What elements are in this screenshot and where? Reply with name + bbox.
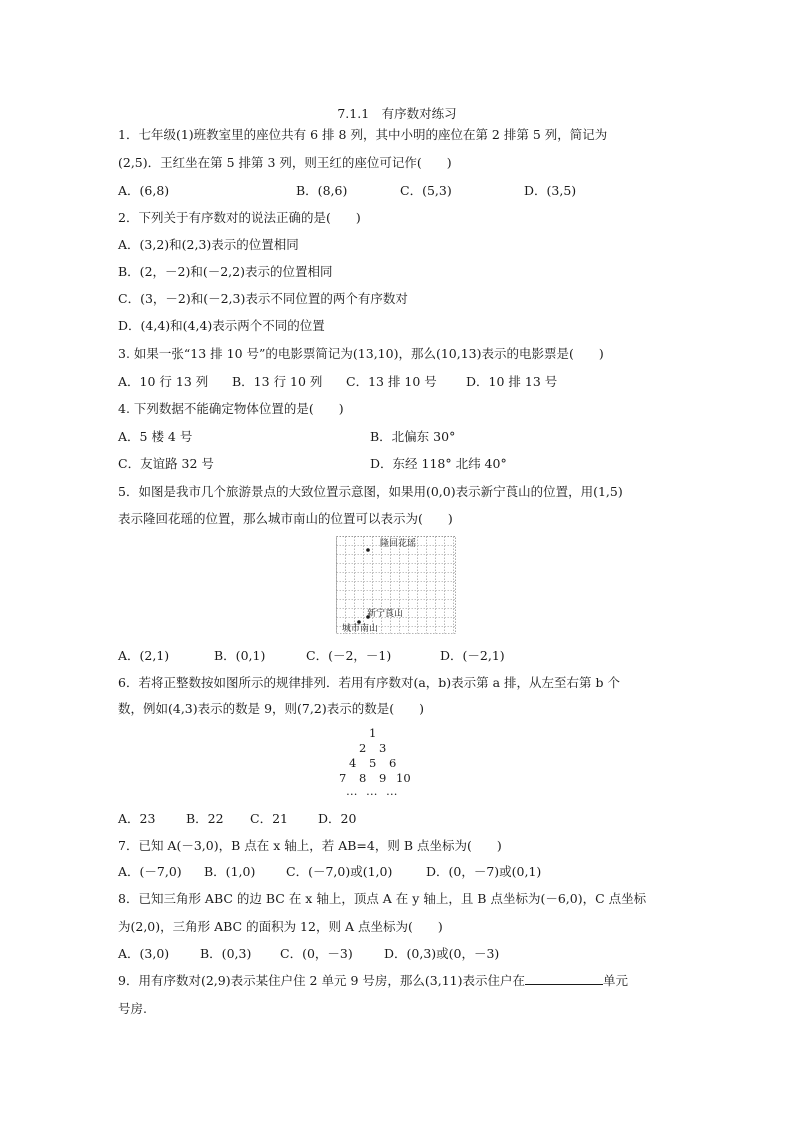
label-longhui-huayao: 隆回花瑶 — [380, 539, 417, 549]
q3-option-d: D．10 排 13 号 — [466, 374, 558, 389]
q4-option-a: A．5 楼 4 号 — [118, 429, 193, 444]
q1-option-a: A．(6,8) — [118, 183, 170, 198]
q6-option-d: D．20 — [318, 811, 357, 826]
q7-option-a: A．(－7,0) — [118, 864, 182, 879]
q8-stem-line2: 为(2,0)，三角形 ABC 的面积为 12，则 A 点坐标为( ) — [118, 919, 443, 934]
triangle-num: 6 — [389, 756, 397, 770]
point-longhui-huayao — [366, 548, 370, 552]
triangle-num: 4 — [349, 756, 357, 770]
q8-option-c: C．(0，－3) — [280, 946, 353, 961]
q8-stem-line1: 8．已知三角形 ABC 的边 BC 在 x 轴上，顶点 A 在 y 轴上，且 B 点坐标为(－6,0)，C 点坐标 — [118, 891, 647, 906]
q2-option-d: D．(4,4)和(4,4)表示两个不同的位置 — [118, 318, 325, 333]
triangle-num: 8 — [359, 771, 367, 785]
q3-stem: 3. 如果一张“13 排 10 号”的电影票简记为(13,10)，那么(10,13)表示的电影票是( ) — [118, 346, 604, 361]
q9-stem-line1 — [118, 972, 628, 990]
q5-option-a: A．(2,1) — [118, 648, 170, 663]
triangle-ellipsis: … — [386, 784, 398, 798]
q1-option-d: D．(3,5) — [524, 183, 577, 198]
q1-stem-line1: 1．七年级(1)班教室里的座位共有 6 排 8 列，其中小明的座位在第 2 排第 5 列，简记为 — [118, 127, 608, 142]
q7-option-d: D．(0，－7)或(0,1) — [426, 864, 542, 879]
triangle-num: 7 — [339, 771, 347, 785]
q5-option-b: B．(0,1) — [214, 648, 266, 663]
triangle-num: 5 — [369, 756, 377, 770]
q6-option-b: B．22 — [186, 811, 224, 826]
triangle-num: 9 — [379, 771, 387, 785]
q4-option-b: B．北偏东 30° — [370, 429, 456, 444]
q2-option-c: C．(3，－2)和(－2,3)表示不同位置的两个有序数对 — [118, 291, 408, 306]
q3-option-b: B．13 行 10 列 — [232, 374, 323, 389]
q2-stem: 2．下列关于有序数对的说法正确的是( ) — [118, 210, 361, 225]
scenic-spot-grid-figure — [336, 536, 456, 634]
q9-answer-blank[interactable] — [525, 972, 603, 985]
q3-option-c: C．13 排 10 号 — [346, 374, 437, 389]
q6-stem-line1: 6．若将正整数按如图所示的规律排列．若用有序数对(a，b)表示第 a 排，从左至右第 b 个 — [118, 675, 621, 690]
triangle-num: 1 — [369, 726, 377, 740]
q9-text-after: 单元 — [602, 973, 628, 988]
q2-option-a: A．(3,2)和(2,3)表示的位置相同 — [118, 237, 299, 252]
label-chengshi-nanshan: 城市南山 — [342, 624, 379, 634]
label-xinning-langshan: 新宁莨山 — [367, 609, 404, 619]
q2-option-b: B．(2，－2)和(－2,2)表示的位置相同 — [118, 264, 333, 279]
q6-option-c: C．21 — [250, 811, 288, 826]
q7-option-c: C．(－7,0)或(1,0) — [286, 864, 393, 879]
q1-option-c: C．(5,3) — [400, 183, 452, 198]
triangle-ellipsis: … — [366, 784, 378, 798]
q4-option-d: D．东经 118° 北纬 40° — [370, 456, 507, 471]
q1-stem-line2: (2,5)．王红坐在第 5 排第 3 列，则王红的座位可记作( ) — [118, 155, 452, 170]
q5-option-d: D．(－2,1) — [440, 648, 505, 663]
triangle-num: 2 — [359, 741, 367, 755]
q8-option-b: B．(0,3) — [200, 946, 252, 961]
triangle-num: 10 — [396, 771, 411, 785]
q5-stem-line2: 表示隆回花瑶的位置，那么城市南山的位置可以表示为( ) — [118, 511, 453, 526]
page-title: 7.1.1 有序数对练习 — [337, 106, 457, 121]
q3-option-a: A．10 行 13 列 — [118, 374, 209, 389]
q4-stem: 4. 下列数据不能确定物体位置的是( ) — [118, 401, 344, 416]
q6-stem-line2: 数，例如(4,3)表示的数是 9，则(7,2)表示的数是( ) — [118, 701, 424, 716]
q1-option-b: B．(8,6) — [296, 183, 348, 198]
q6-option-a: A．23 — [118, 811, 156, 826]
q5-option-c: C．(－2，－1) — [306, 648, 392, 663]
q7-stem: 7．已知 A(－3,0)，B 点在 x 轴上，若 AB=4，则 B 点坐标为( ) — [118, 838, 502, 853]
q7-option-b: B．(1,0) — [204, 864, 256, 879]
triangle-num: 3 — [379, 741, 387, 755]
q8-option-a: A．(3,0) — [118, 946, 170, 961]
q9-text-before: 9．用有序数对(2,9)表示某住户住 2 单元 9 号房，那么(3,11)表示住户在 — [118, 973, 525, 988]
q5-stem-line1: 5．如图是我市几个旅游景点的大致位置示意图，如果用(0,0)表示新宁莨山的位置，用(1,5) — [118, 484, 623, 499]
q8-option-d: D．(0,3)或(0，－3) — [384, 946, 500, 961]
triangle-ellipsis: … — [346, 784, 358, 798]
q4-option-c: C．友谊路 32 号 — [118, 456, 214, 471]
q9-stem-line2: 号房. — [118, 1001, 147, 1016]
